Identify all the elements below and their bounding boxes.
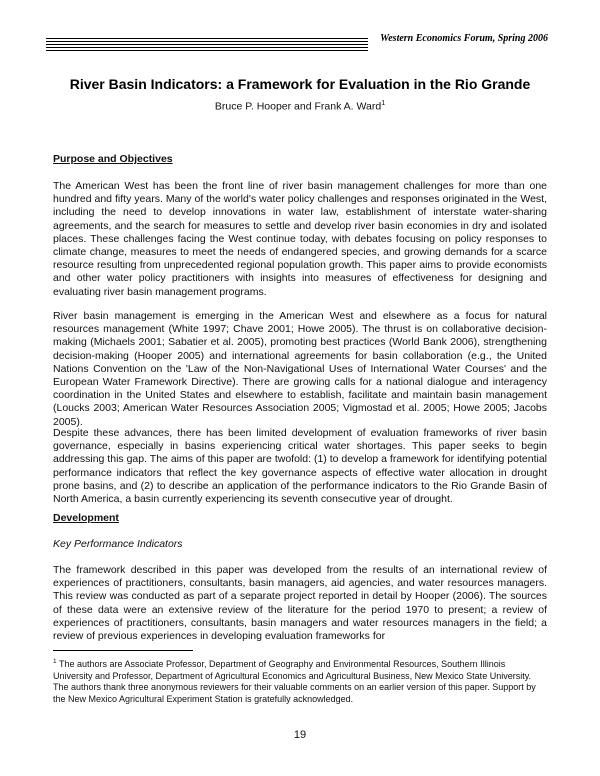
paragraph-purpose-2: River basin management is emerging in the American West and elsewhere as a focus for natural resources management (White 1997; Chave 2001; Howe 2005). The thrust is on collaborative decision-making (Michaels 2001; Sabatier et al. 2005), promoting best practices (World Bank 2006), strengthening decision-making (Hooper 2005) and international agreements for basin collaboration (e.g., the United Nations Convention on the 'Law of the Non-Navigational Uses of International Water Courses' and the European Water Framework Directive). There are growing calls for a national dialogue and interagency coordination in the United States and elsewhere to establish, facilitate and maintain basin management (Loucks 2003; American Water Resources Association 2005; Vigmostad et al. 2005; Howe 2005; Jacobs 2005). bbox=[53, 310, 547, 428]
paper-title: River Basin Indicators: a Framework for Evaluation in the Rio Grande bbox=[69, 76, 531, 92]
subsection-heading-kpi: Key Performance Indicators bbox=[53, 538, 183, 550]
paragraph-purpose-3: Despite these advances, there has been limited development of evaluation frameworks of river basin governance, especially in basins experiencing critical water shortages. This paper seeks to begin addressing this gap. The aims of this paper are twofold: (1) to develop a framework for identifying potential performance indicators that reflect the key governance aspects of effective water allocation in drought prone basins, and (2) to describe an application of the performance indicators to the Rio Grande Basin of North America, a basin currently experiencing its seventh consecutive year of drought. bbox=[53, 427, 547, 506]
footnote bbox=[53, 656, 547, 705]
paragraph-purpose-1: The American West has been the front line of river basin management challenges for more than one hundred and fifty years. Many of the world's water policy challenges and responses originated in the West, including the need to develop innovations in water law, establishment of interstate water-sharing agreements, and the search for measures to settle and develop river basin economies in dry and isolated places. These challenges facing the West continue today, with debates focusing on policy responses to climate change, measures to meet the needs of endangered species, and growing demands for a scarce resource resulting from unprecedented regional population growth. This paper aims to provide economists and other water policy practitioners with insights into measures of effectiveness for designing and evaluating river basin management programs. bbox=[53, 180, 547, 298]
paragraph-development-1: The framework described in this paper was developed from the results of an international review of experiences of practitioners, consultants, basin managers, aid agencies, and water resources managers. This review was conducted as part of a separate project reported in detail by Hooper (2006). The sources of these data were an extensive review of the literature for the period 1970 to present; a review of experiences of practitioners, consultants, basin managers and water resources managers in the field; a review of previous experiences in developing evaluation frameworks for bbox=[53, 564, 547, 643]
author-footnote-mark: 1 bbox=[381, 100, 386, 107]
header-rule bbox=[46, 38, 368, 53]
footnote-mark: 1 bbox=[53, 658, 57, 665]
section-heading-purpose: Purpose and Objectives bbox=[53, 153, 173, 165]
page-number: 19 bbox=[293, 729, 307, 741]
footnote-rule bbox=[53, 650, 193, 651]
author-line bbox=[46, 100, 554, 113]
authors: Bruce P. Hooper and Frank A. Ward bbox=[214, 100, 382, 113]
footnote-text: The authors are Associate Professor, Department of Geography and Environmental Resources, Southern Illinois University and Professor, Department of Agricultural Economics and Agricultural Business, New Mexico State University. The authors thank three anonymous reviewers for their valuable comments on an earlier version of this paper. Support by the New Mexico Agricultural Experiment Station is gratefully acknowledged. bbox=[53, 659, 536, 704]
journal-header: Western Economics Forum, Spring 2006 bbox=[380, 33, 548, 44]
section-heading-development: Development bbox=[53, 512, 119, 524]
